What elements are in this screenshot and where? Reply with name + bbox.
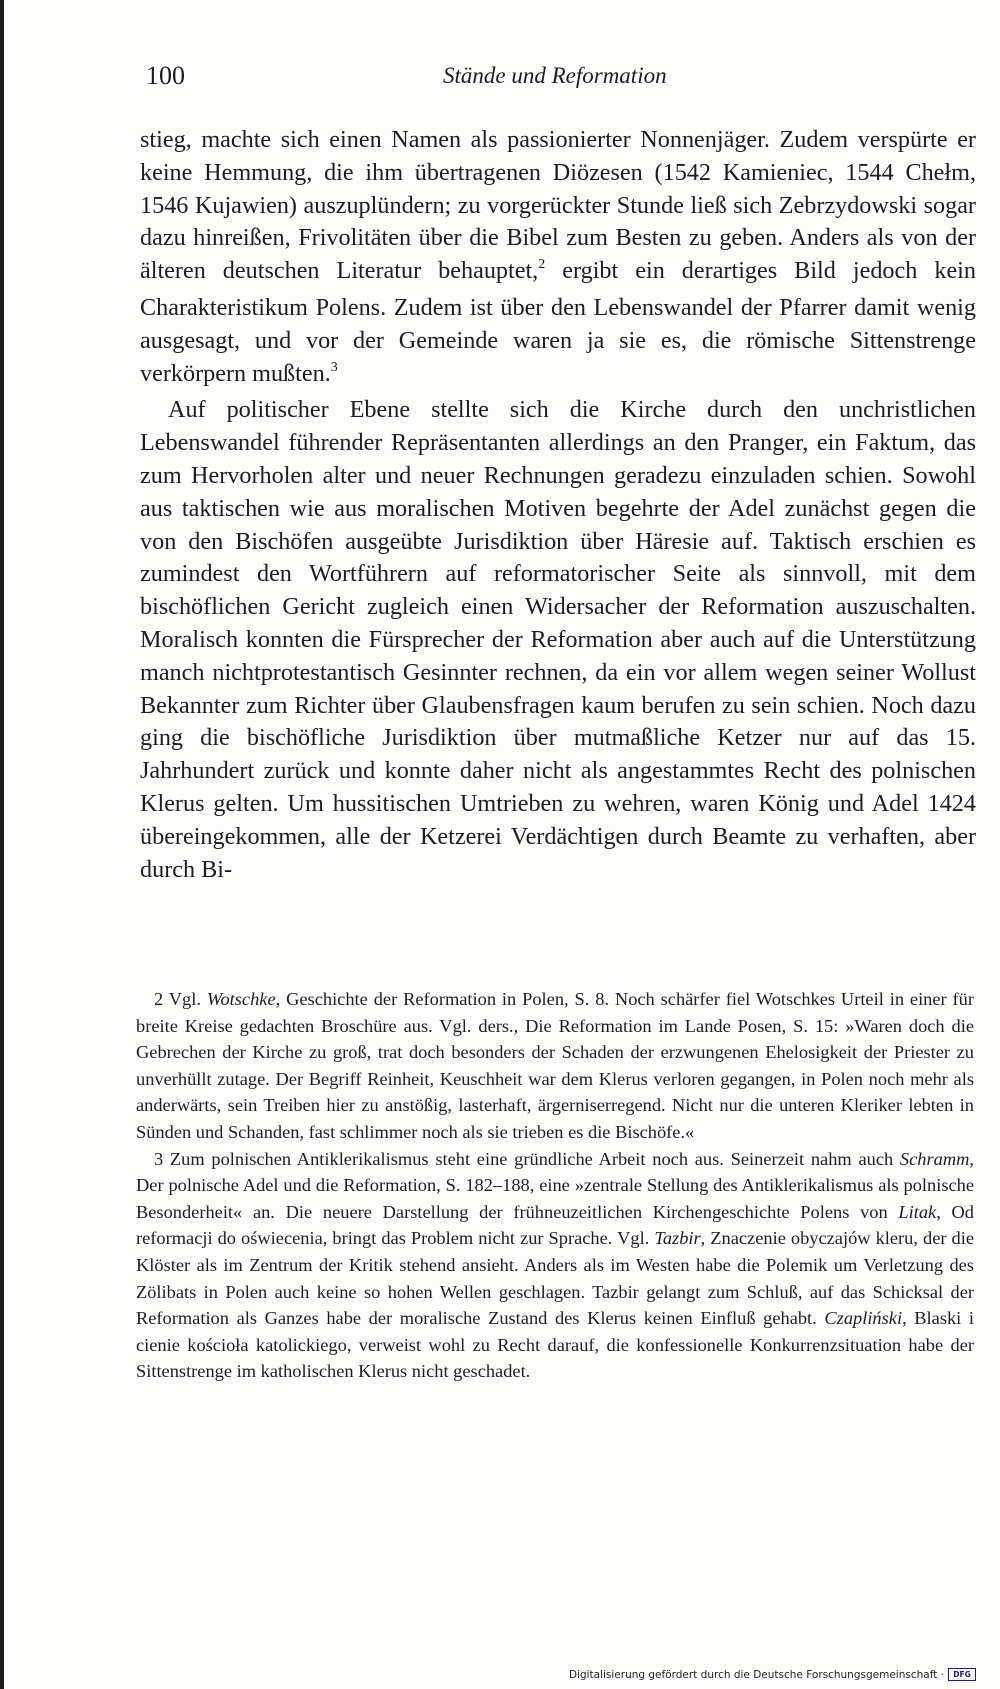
footnote-2 bbox=[136, 986, 974, 1146]
footnote-ref-3[interactable]: 3 bbox=[330, 359, 338, 375]
footnote-2-prefix: 2 Vgl. bbox=[154, 989, 207, 1009]
footnote-3-author-czaplinski: Czapliński bbox=[824, 1308, 903, 1329]
footnote-3-author-schramm: Schramm bbox=[899, 1148, 970, 1169]
page-number: 100 bbox=[146, 61, 185, 90]
footnote-3 bbox=[136, 1146, 974, 1385]
dfg-logo-icon: DFG bbox=[948, 1668, 976, 1681]
footnote-3-text-b: , Der polnische Adel und die Reformation, S. 182–188, eine »zentrale Stellung des Antiklerikalismus als polnische Besonderheit« an. Die neuere Darstellung der frühneuzeitlichen Kirchengeschichte Polens von bbox=[136, 1148, 974, 1222]
footnote-3-author-tazbir: Tazbir bbox=[654, 1228, 701, 1249]
paragraph-1-part-a: stieg, machte sich einen Namen als passionierter Nonnenjäger. Zudem verspürte er keine Hemmung, die ihm übertragenen Diözesen (1542 Kamieniec, 1544 Chełm, 1546 Kujawien) auszuplündern; zu vorgerückter Stunde ließ sich Zebrzydowski sogar dazu hinreißen, Frivolitäten über die Bibel zum Besten zu geben. Anders als von der älteren deutschen Literatur behauptet, bbox=[140, 126, 976, 285]
footnote-2-text: , Geschichte der Reformation in Polen, S. 8. Noch schärfer fiel Wotschkes Urteil in einer für breite Kreise gedachten Broschüre aus. Vgl. ders., Die Reformation im Lande Posen, S. 15: »Waren doch die Gebrechen der Kirche zu groß, trat doch besonders der Schaden der erzwungenen Ehelosigkeit der Priester zu unverhüllt zutage. Der Begriff Reinheit, Keuschheit war dem Klerus verloren gegangen, in Polen noch mehr als anderwärts, sein Treiben hier zu anstößig, lasterhaft, ärgerniserregend. Nicht nur die unteren Kleriker lebten in Sünden und Schanden, fast schlimmer noch als sie trieben es die Bischöfe.« bbox=[136, 989, 974, 1142]
digitization-footer bbox=[569, 1668, 976, 1681]
scan-edge bbox=[0, 0, 4, 1689]
footnote-3-text-d: , Znaczenie obyczajów kleru, der die Klöster als im Zentrum der Kritik stehend ansieht. Anders als im Westen habe die Polemik um Verletzung des Zölibats in Polen auch keine so hohen Wellen geschlagen. Tazbir gelangt zum Schluß, auf das Schicksal der Reformation als Ganzes habe der moralische Zustand des Klerus keinen Einfluß gehabt. bbox=[136, 1228, 974, 1329]
footer-text: Digitalisierung gefördert durch die Deutsche Forschungsgemeinschaft · bbox=[568, 1668, 944, 1681]
footnote-3-author-litak: Litak bbox=[898, 1201, 937, 1222]
footnote-ref-2[interactable]: 2 bbox=[538, 257, 546, 273]
paragraph-2: Auf politischer Ebene stellte sich die Kirche durch den unchristlichen Lebenswandel führender Repräsentanten allerdings an den Pranger, ein Faktum, das zum Hervorholen alter und neuer Rechnungen geradezu einzuladen schien. Sowohl aus taktischen wie aus moralischen Motiven begehrte der Adel zunächst gegen die von den Bischöfen ausgeübte Jurisdiktion über Häresie auf. Taktisch erschien es zumindest den Wortführern auf reformatorischer Seite als sinnvoll, mit dem bischöflichen Gericht zugleich einen Widersacher der Reformation auszuschalten. Moralisch konnten die Fürsprecher der Reformation aber auch auf die Unterstützung manch nichtprotestantisch Gesinnter rechnen, da ein vor allem wegen seiner Wollust Bekannter zum Richter über Glaubensfragen kaum berufen zu sein schien. Noch dazu ging die bischöfliche Jurisdiktion über mutmaßliche Ketzer nur auf das 15. Jahrhundert zurück und konnte daher nicht als angestammtes Recht des polnischen Klerus gelten. Um hussitischen Umtrieben zu wehren, waren König und Adel 1424 übereingekommen, alle der Ketzerei Verdächtigen durch Beamte zu verhaften, aber durch Bi- bbox=[140, 396, 976, 883]
footnote-3-prefix: 3 Zum polnischen Antiklerikalismus steht eine gründliche Arbeit noch aus. Seinerzeit nahm auch bbox=[154, 1148, 900, 1169]
footnote-3-text-c: , Od reformacji do oświecenia, bringt das Problem nicht zur Sprache. Vgl. bbox=[136, 1201, 974, 1249]
paragraph-1 bbox=[140, 124, 976, 394]
paragraph-1-part-b: ergibt ein derartiges Bild jedoch kein Charakteristikum Polens. Zudem ist über den Lebenswandel der Pfarrer damit wenig ausgesagt, und vor der Gemeinde waren ja sie es, die römische Sittenstrenge verkörpern mußten. bbox=[140, 257, 976, 387]
footnote-3-text-e: , Blaski i cienie kościoła katolickiego, verweist wohl zu Recht darauf, die konfessionelle Konkurrenzsituation habe der Sittenstrenge im katholischen Klerus nicht geschadet. bbox=[136, 1308, 975, 1382]
running-head: Stände und Reformation bbox=[443, 63, 667, 88]
footnotes bbox=[136, 986, 974, 1385]
footnote-2-author: Wotschke bbox=[206, 989, 276, 1009]
main-text bbox=[140, 124, 976, 886]
page-header bbox=[146, 56, 974, 96]
